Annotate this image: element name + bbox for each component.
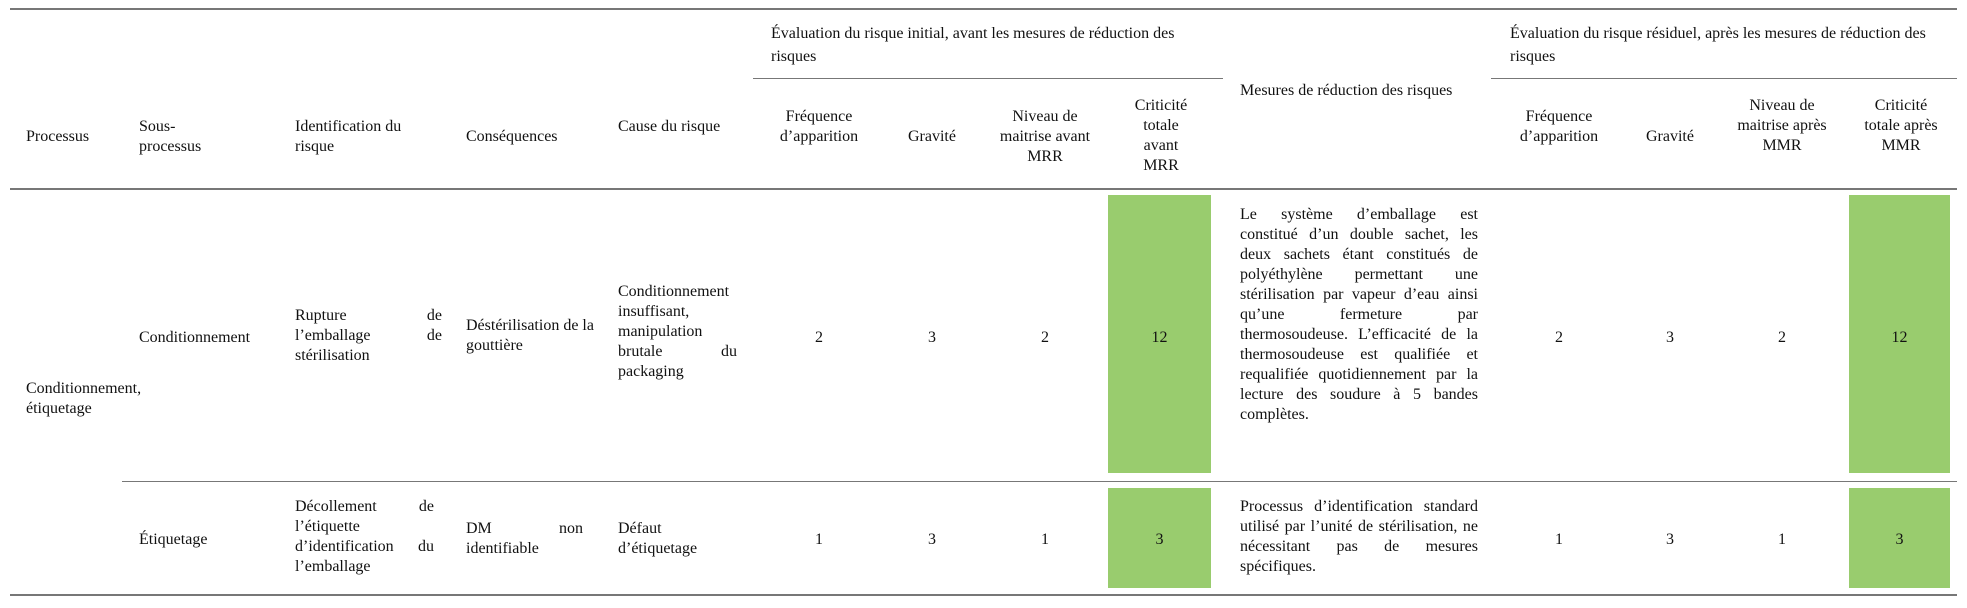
col-header-processus: Processus: [26, 128, 90, 145]
row1-cause: Conditionnement insuffisant, manipulation brutale du packaging: [618, 283, 737, 380]
table-top-rule: [10, 8, 1957, 10]
col-header-niveau-init: Niveau de maitrise avant MRR: [999, 108, 1091, 165]
row2-gravite-res: 3: [1666, 531, 1674, 548]
row2-consequences: DM non identifiable: [466, 520, 583, 557]
col-header-identification: Identification du risque: [295, 118, 402, 155]
row1-criticite-res: 12: [1891, 329, 1908, 346]
row1-gravite-res: 3: [1666, 329, 1674, 346]
col-header-criticite-init: Criticité totale avant MRR: [1134, 97, 1188, 174]
col-header-mesures: Mesures de réduction des risques: [1240, 82, 1453, 99]
col-header-gravite-init: Gravité: [908, 128, 956, 145]
row1-niveau-res: 2: [1778, 329, 1786, 346]
col-header-sous-processus: Sous-processus: [139, 118, 202, 155]
col-header-gravite-res: Gravité: [1646, 128, 1694, 145]
row-separator: [122, 481, 1957, 482]
group-underline-initial: [753, 78, 1223, 79]
row1-gravite-init: 3: [928, 329, 936, 346]
row1-consequences: Déstérilisation de la gouttière: [466, 317, 594, 354]
row2-cause: Défaut d’étiquetage: [618, 520, 698, 557]
processus-cell: Conditionnement, étiquetage: [26, 380, 142, 417]
row1-identification: Rupture de l’emballage de stérilisation: [295, 307, 442, 364]
row1-criticite-init: 12: [1151, 329, 1168, 346]
col-header-criticite-res: Criticité totale après MMR: [1864, 97, 1938, 154]
row2-frequence-init: 1: [815, 531, 823, 548]
group-header-initial: Évaluation du risque initial, avant les mesures de réduction des risques: [771, 25, 1175, 65]
row1-mesures: Le système d’emballage est constitué d’un double sachet, les deux sachets étant constitués de polyéthylène permettant une stérilisation par vapeur d’eau ainsi qu’une fermeture par thermosoudeuse. L’efficacité de la thermosoudeuse est qualifiée et requalifiée quotidiennement par la lecture des soudure à 5 bandes complètes.: [1240, 206, 1478, 423]
col-header-consequences: Conséquences: [466, 128, 558, 145]
table-bottom-rule: [10, 594, 1957, 596]
group-underline-residual: [1491, 78, 1957, 79]
row2-criticite-init: 3: [1155, 531, 1164, 548]
row2-gravite-init: 3: [928, 531, 936, 548]
row1-frequence-init: 2: [815, 329, 823, 346]
row2-criticite-res: 3: [1895, 531, 1904, 548]
col-header-frequence-res: Fréquence d’apparition: [1519, 108, 1599, 145]
row2-sous-processus: Étiquetage: [139, 531, 208, 548]
row2-identification: Décollement de l’étiquette d’identification du l’emballage: [295, 498, 434, 575]
row2-mesures: Processus d’identification standard utilisé par l’unité de stérilisation, ne nécessitant pas de mesures spécifiques.: [1240, 498, 1478, 575]
header-bottom-rule: [10, 188, 1957, 190]
row2-niveau-init: 1: [1041, 531, 1049, 548]
row1-niveau-init: 2: [1041, 329, 1049, 346]
row1-sous-processus: Conditionnement: [139, 329, 251, 346]
row2-niveau-res: 1: [1778, 531, 1786, 548]
col-header-frequence-init: Fréquence d’apparition: [779, 108, 859, 145]
group-header-residual: Évaluation du risque résiduel, après les mesures de réduction des risques: [1510, 25, 1926, 65]
col-header-cause: Cause du risque: [618, 118, 721, 135]
row1-frequence-res: 2: [1555, 329, 1563, 346]
col-header-niveau-res: Niveau de maitrise après MMR: [1737, 97, 1827, 154]
row2-frequence-res: 1: [1555, 531, 1563, 548]
